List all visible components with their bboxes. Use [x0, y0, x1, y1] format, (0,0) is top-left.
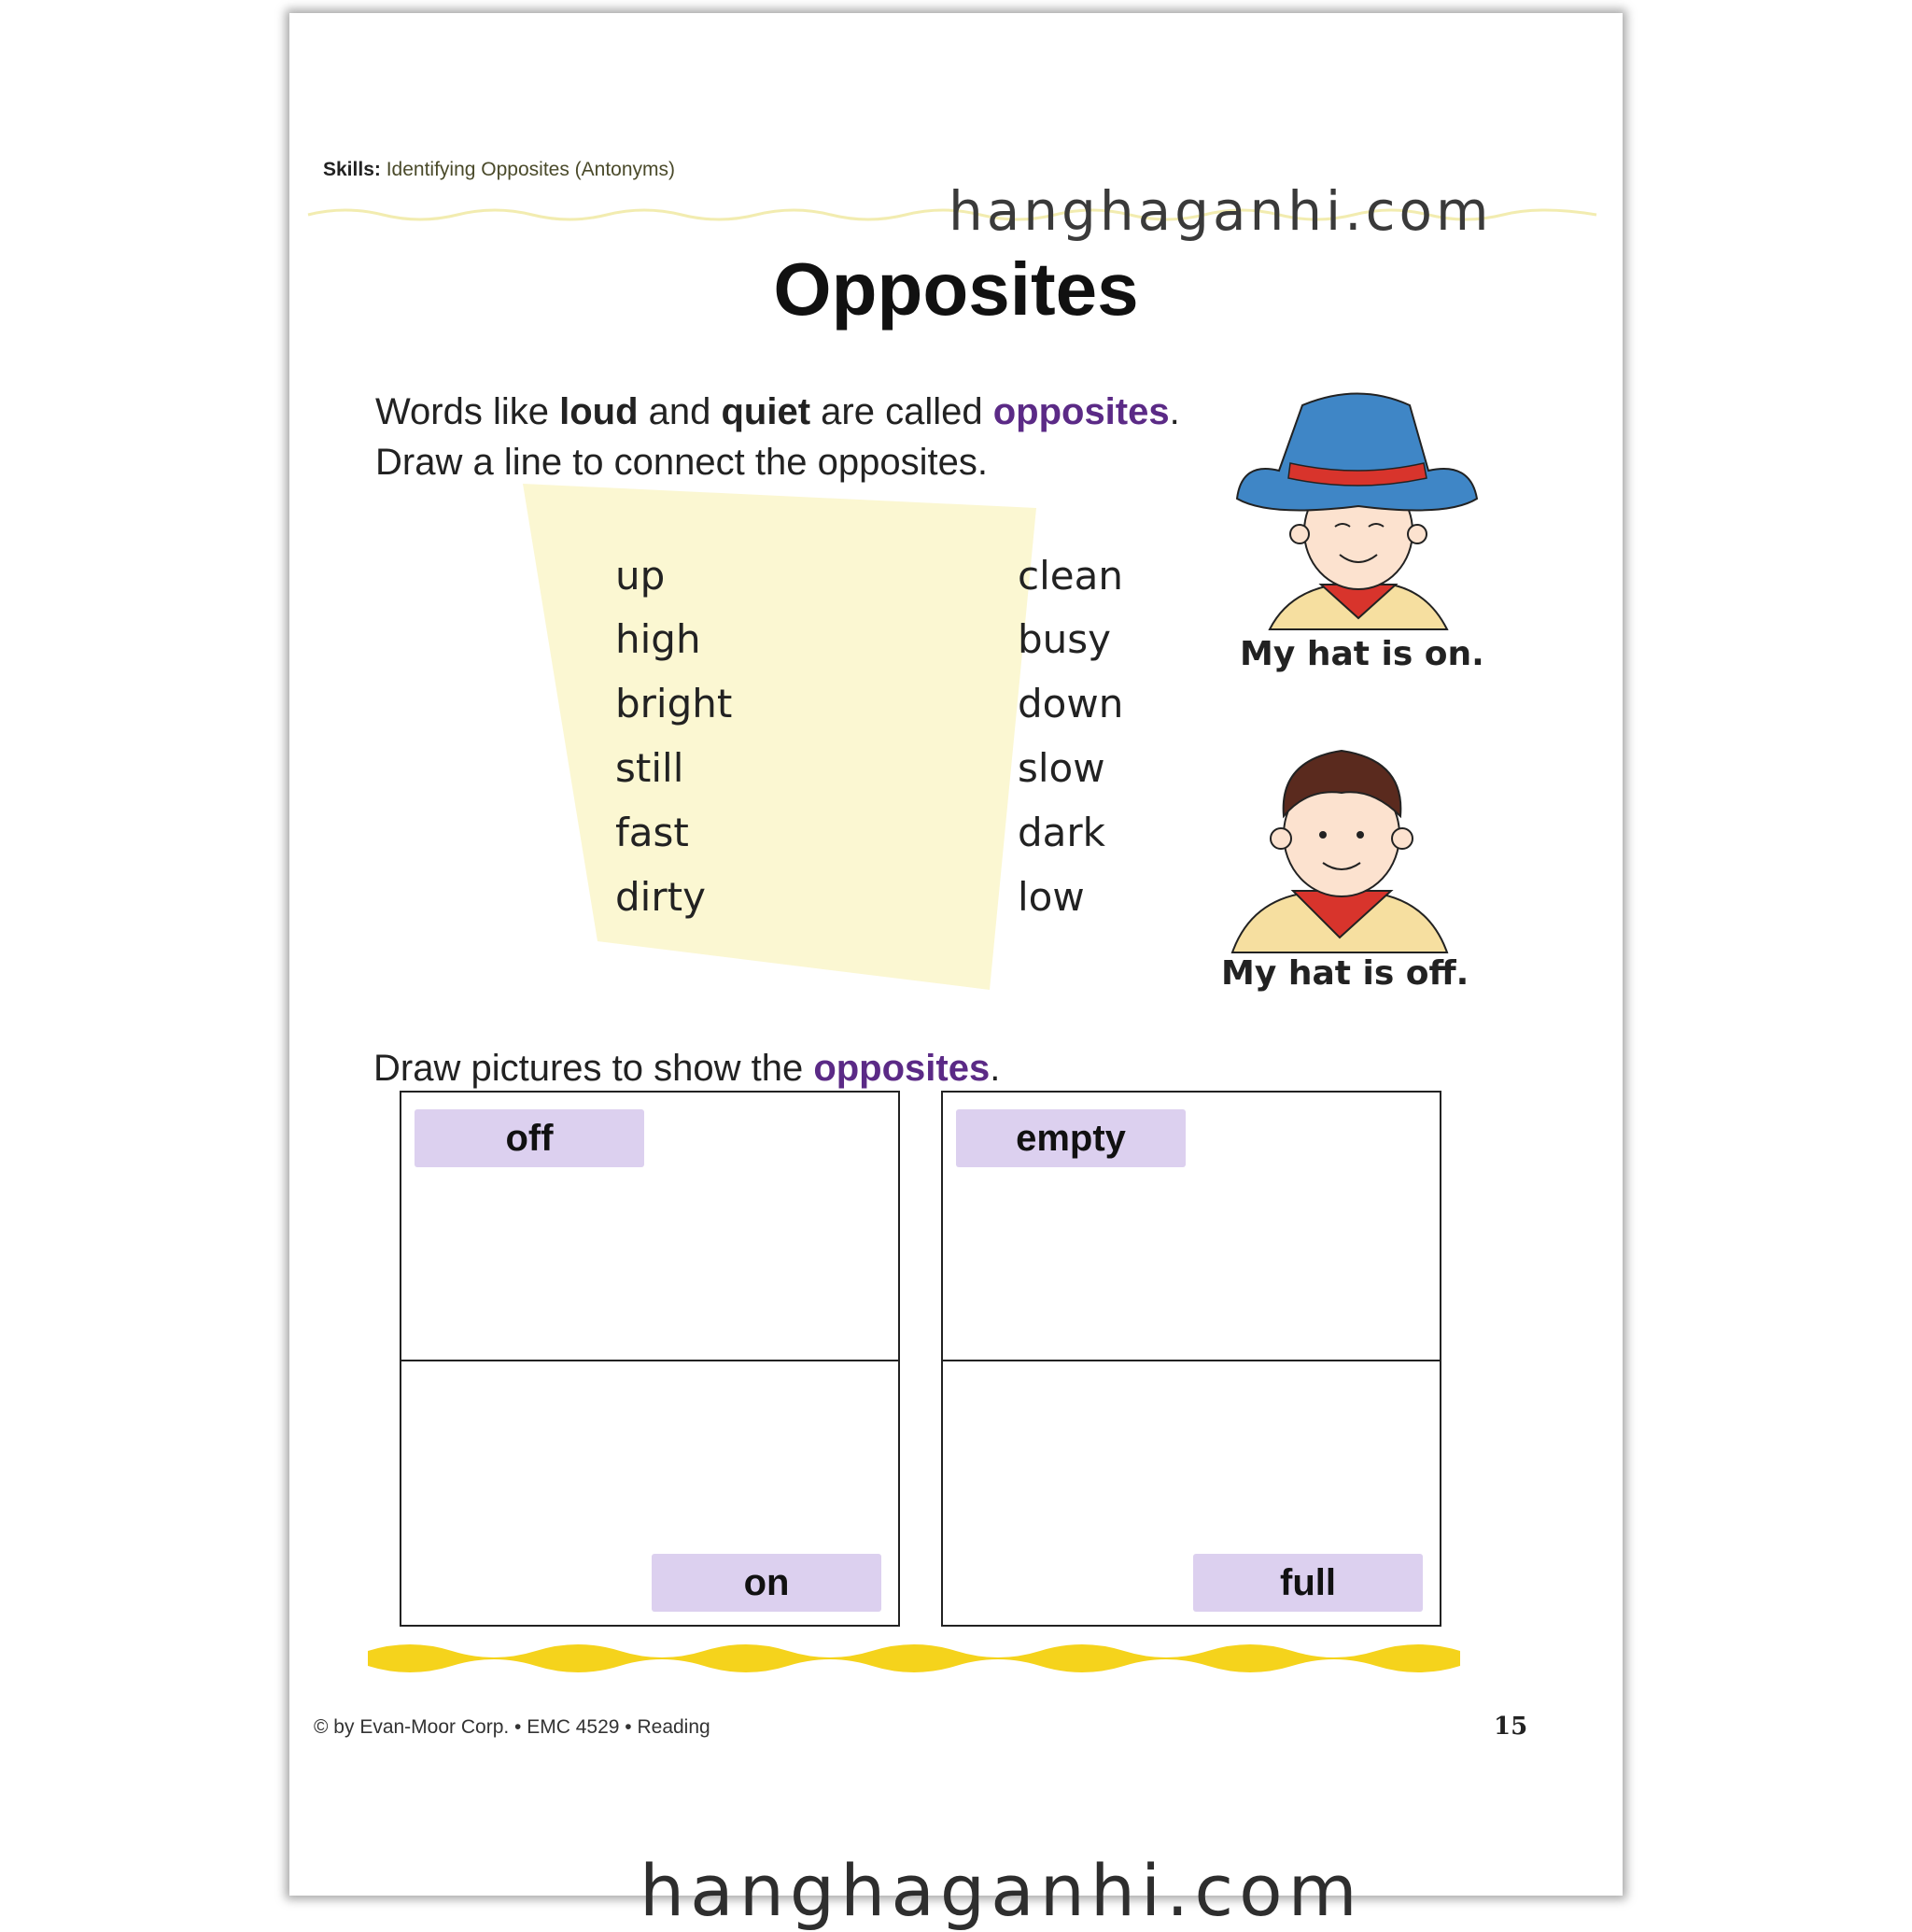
intro-fragment: . [1169, 391, 1180, 432]
left-word-5: fast [615, 810, 689, 855]
intro-text [375, 387, 1180, 487]
boy-without-hat-illustration [1214, 723, 1466, 956]
page-number: 15 [1494, 1713, 1528, 1741]
draw-prompt [373, 1048, 1000, 1090]
intro-line-2: Draw a line to connect the opposites. [375, 442, 988, 483]
intro-fragment: are called [810, 391, 993, 432]
left-word-6: dirty [615, 874, 706, 920]
right-word-4: slow [1018, 745, 1105, 791]
boy-with-hat-illustration [1232, 377, 1484, 634]
label-full: full [1193, 1554, 1423, 1612]
draw-prompt-fragment: . [990, 1048, 1001, 1089]
skills-text: Identifying Opposites (Antonyms) [386, 159, 676, 180]
label-empty: empty [956, 1109, 1186, 1167]
left-word-3: bright [615, 681, 733, 726]
box-divider [943, 1360, 1440, 1361]
hat-off-caption: My hat is off. [1221, 954, 1469, 993]
hat-on-caption: My hat is on. [1240, 635, 1484, 673]
word-quiet: quiet [721, 391, 811, 432]
skills-label: Skills: [323, 159, 381, 180]
right-word-2: busy [1018, 616, 1112, 662]
left-word-4: still [615, 745, 684, 791]
intro-line-1 [375, 387, 1180, 437]
left-word-1: up [615, 553, 666, 599]
copyright-footer: © by Evan-Moor Corp. • EMC 4529 • Reading [314, 1716, 710, 1738]
label-on: on [652, 1554, 881, 1612]
intro-fragment: Words like [375, 391, 560, 432]
worksheet-page [289, 13, 1623, 1932]
skills-line [323, 159, 675, 181]
label-off: off [415, 1109, 644, 1167]
page-title: Opposites [773, 247, 1139, 331]
draw-prompt-fragment: Draw pictures to show the [373, 1048, 814, 1089]
drawing-box-off-on[interactable] [400, 1091, 900, 1627]
right-word-5: dark [1018, 810, 1105, 855]
box-divider [401, 1360, 898, 1361]
word-loud: loud [559, 391, 639, 432]
drawing-box-empty-full[interactable] [941, 1091, 1441, 1627]
right-word-3: down [1018, 681, 1124, 726]
draw-prompt-opposites: opposites [813, 1048, 991, 1089]
footer-yellow-wave [368, 1638, 1460, 1685]
right-word-1: clean [1018, 553, 1123, 599]
right-word-6: low [1018, 874, 1085, 920]
watermark-top: hanghaganhi.com [949, 179, 1493, 243]
matching-panel [523, 480, 1046, 1003]
left-word-2: high [615, 616, 701, 662]
word-opposites: opposites [992, 391, 1170, 432]
watermark-bottom: hanghaganhi.com [640, 1849, 1363, 1932]
intro-fragment: and [638, 391, 722, 432]
